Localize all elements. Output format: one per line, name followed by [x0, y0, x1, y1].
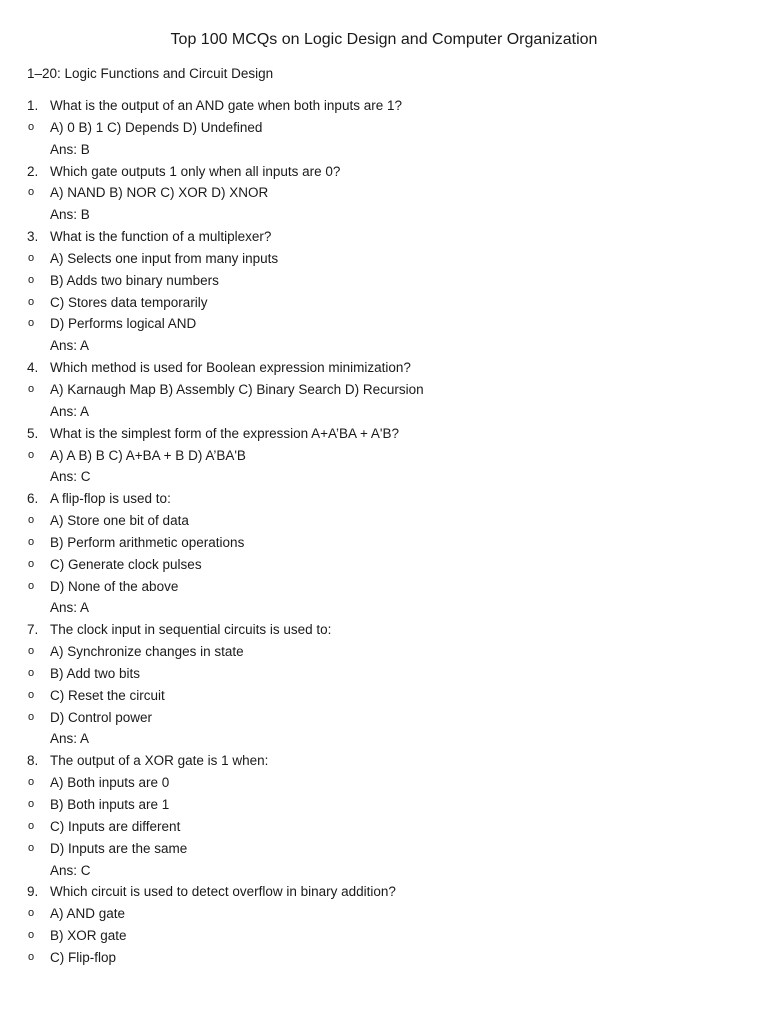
option-text: A) Karnaugh Map B) Assembly C) Binary Search D) Recursion: [50, 381, 424, 397]
option-row: [0, 379, 768, 401]
answer-text: Ans: A: [50, 600, 90, 616]
option-text: D) Control power: [50, 709, 153, 725]
option-text: A) Both inputs are 0: [50, 775, 170, 791]
option-row: [0, 270, 768, 292]
question-row: [0, 226, 768, 248]
question-number: 3.: [27, 229, 39, 245]
bullet-icon: o: [28, 579, 35, 592]
option-row: [0, 707, 768, 729]
question-text: What is the output of an AND gate when both inputs are 1?: [50, 98, 402, 113]
question-row: [0, 161, 768, 183]
answer-row: [0, 204, 768, 226]
answer-row: [0, 860, 768, 882]
bullet-icon: o: [28, 841, 35, 854]
bullet-icon: o: [28, 295, 35, 308]
option-row: [0, 816, 768, 838]
answer-row: [0, 728, 768, 750]
question-text: The output of a XOR gate is 1 when:: [50, 753, 269, 769]
bullet-icon: o: [28, 514, 35, 527]
option-row: [0, 925, 768, 947]
question-number: 8.: [27, 753, 39, 769]
question-text: What is the function of a multiplexer?: [50, 229, 272, 245]
option-text: B) Adds two binary numbers: [50, 272, 219, 288]
option-text: D) Inputs are the same: [50, 840, 188, 856]
option-row: [0, 554, 768, 576]
question-number: 2.: [27, 163, 39, 179]
option-text: B) Both inputs are 1: [50, 797, 170, 812]
question-text: Which gate outputs 1 only when all inputs are 0?: [50, 163, 341, 179]
bullet-icon: o: [28, 710, 35, 723]
question-number: 1.: [27, 98, 39, 113]
bullet-icon: o: [28, 645, 35, 658]
question-text: Which method is used for Boolean expression minimization?: [50, 360, 411, 376]
section-heading: 1–20: Logic Functions and Circuit Design: [27, 66, 274, 81]
option-text: A) Store one bit of data: [50, 513, 189, 529]
question-row: [0, 95, 768, 117]
bullet-icon: o: [28, 273, 35, 286]
answer-text: Ans: B: [50, 207, 90, 223]
answer-text: Ans: A: [50, 731, 90, 747]
option-text: C) Reset the circuit: [50, 687, 165, 703]
option-text: C) Stores data temporarily: [50, 294, 208, 310]
bullet-icon: o: [28, 120, 35, 133]
option-row: [0, 292, 768, 314]
bullet-icon: o: [28, 798, 35, 810]
option-row: [0, 772, 768, 794]
option-row: [0, 641, 768, 663]
question-number: 7.: [27, 622, 39, 638]
document-title: Top 100 MCQs on Logic Design and Computer Organization: [170, 31, 598, 48]
answer-text: Ans: C: [50, 862, 91, 878]
option-text: D) None of the above: [50, 578, 179, 594]
bullet-icon: o: [28, 907, 35, 920]
question-row: [0, 881, 768, 903]
option-text: A) Selects one input from many inputs: [50, 250, 279, 266]
bullet-icon: o: [28, 557, 35, 570]
bullet-icon: o: [28, 776, 35, 789]
option-row: [0, 685, 768, 707]
option-text: C) Generate clock pulses: [50, 556, 202, 572]
question-text: Which circuit is used to detect overflow in binary addition?: [50, 884, 396, 900]
question-row: [0, 423, 768, 445]
option-row: [0, 510, 768, 532]
option-text: A) A B) B C) A+BA + B D) A’BA'B: [50, 447, 246, 463]
option-text: B) Add two bits: [50, 665, 141, 681]
option-row: [0, 117, 768, 139]
answer-text: Ans: C: [50, 469, 91, 485]
answer-row: [0, 466, 768, 488]
question-number: 9.: [27, 884, 39, 900]
question-list: [0, 95, 768, 969]
answer-row: [0, 401, 768, 423]
question-text: A flip-flop is used to:: [50, 491, 171, 507]
question-number: 4.: [27, 360, 39, 376]
option-row: [0, 532, 768, 554]
answer-row: [0, 139, 768, 161]
bullet-icon: o: [28, 186, 35, 199]
question-text: The clock input in sequential circuits is used to:: [50, 622, 332, 638]
question-row: [0, 750, 768, 772]
option-row: [0, 663, 768, 685]
answer-text: Ans: A: [50, 403, 90, 419]
option-row: [0, 445, 768, 467]
answer-row: [0, 597, 768, 619]
option-text: A) Synchronize changes in state: [50, 644, 244, 660]
question-text: What is the simplest form of the expression A+A’BA + A'B?: [50, 425, 399, 441]
option-row: [0, 838, 768, 860]
question-row: [0, 619, 768, 641]
option-text: D) Performs logical AND: [50, 316, 197, 332]
option-row: [0, 182, 768, 204]
option-text: B) Perform arithmetic operations: [50, 534, 245, 550]
option-row: [0, 313, 768, 335]
bullet-icon: o: [28, 382, 35, 395]
option-text: C) Flip-flop: [50, 949, 117, 965]
option-text: A) AND gate: [50, 906, 126, 922]
answer-text: Ans: A: [50, 338, 90, 354]
question-number: 6.: [27, 491, 39, 507]
option-row: [0, 947, 768, 969]
bullet-icon: o: [28, 666, 35, 679]
bullet-icon: o: [28, 448, 35, 461]
option-text: B) XOR gate: [50, 928, 127, 944]
question-number: 5.: [27, 425, 39, 441]
option-row: [0, 248, 768, 270]
bullet-icon: o: [28, 929, 35, 942]
bullet-icon: o: [28, 535, 35, 548]
answer-text: Ans: B: [50, 141, 90, 157]
option-row: [0, 903, 768, 925]
answer-row: [0, 335, 768, 357]
option-text: A) NAND B) NOR C) XOR D) XNOR: [50, 185, 269, 201]
option-text: C) Inputs are different: [50, 818, 181, 834]
question-row: [0, 357, 768, 379]
bullet-icon: o: [28, 251, 35, 264]
option-text: A) 0 B) 1 C) Depends D) Undefined: [50, 119, 263, 135]
question-row: [0, 488, 768, 510]
option-row: [0, 576, 768, 598]
bullet-icon: o: [28, 688, 35, 701]
bullet-icon: o: [28, 819, 35, 832]
bullet-icon: o: [28, 950, 35, 963]
bullet-icon: o: [28, 317, 35, 330]
option-row: [0, 794, 768, 816]
